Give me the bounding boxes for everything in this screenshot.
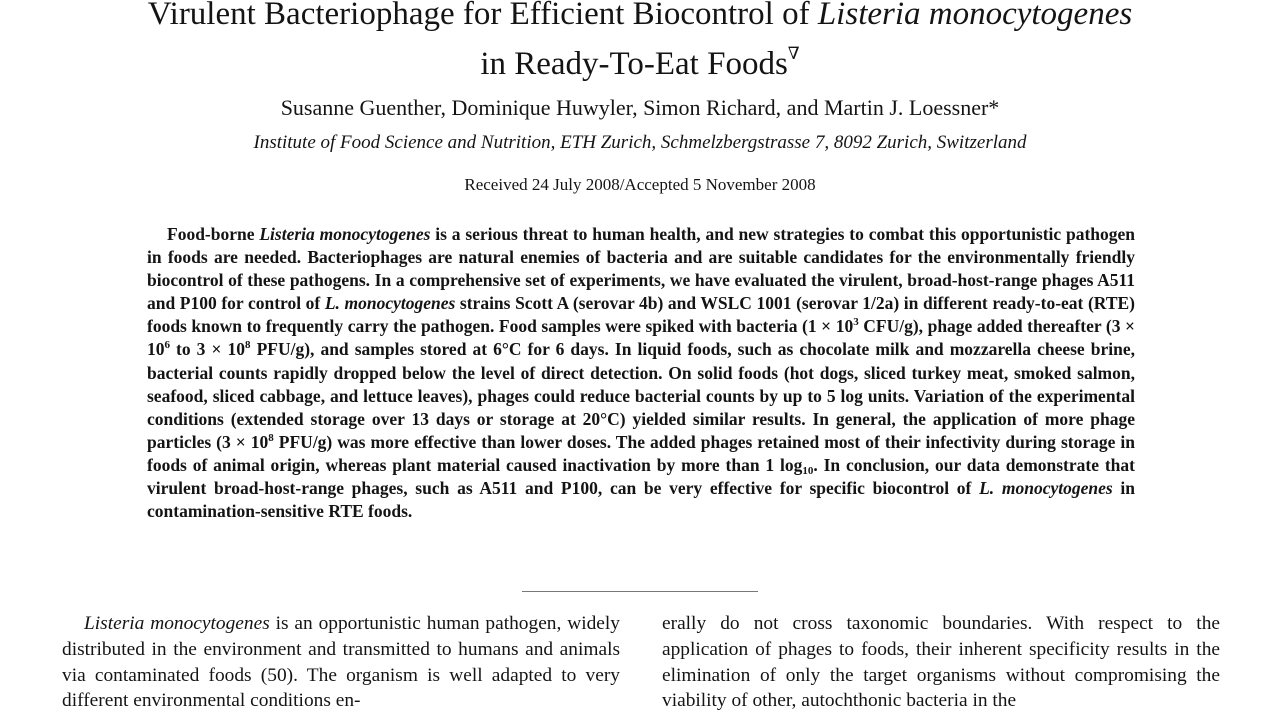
body-column-left: Listeria monocytogenes is an opportunistic human pathogen, widely distributed in the environment and transmitted to humans and animals via contaminated foods (50). The organism is well adapted to very different environmental conditions en- bbox=[62, 613, 620, 712]
title-line-2: in Ready-To-Eat Foods bbox=[480, 46, 788, 82]
title-line-1: Virulent Bacteriophage for Efficient Biocontrol of Listeria monocytogenes bbox=[148, 0, 1132, 32]
title-species: Listeria monocytogenes bbox=[817, 0, 1133, 32]
author-list: Susanne Guenther, Dominique Huwyler, Simon Richard, and Martin J. Loessner* bbox=[280, 95, 1000, 120]
affiliation: Institute of Food Science and Nutrition, ETH Zurich, Schmelzbergstrasse 7, 8092 Zurich, Switzerland bbox=[253, 132, 1027, 153]
title-footnote-mark: ∇ bbox=[787, 44, 800, 63]
abstract: Food-borne Listeria monocytogenes is a serious threat to human health, and new strategies to combat this opportunistic pathogen in foods are needed. Bacteriophages are natural enemies of bacteria and are suitable candidates for the environmentally friendly biocontrol of these pathogens. In a comprehensive set of experiments, we have evaluated the virulent, broad-host-range phages A511 and P100 for control of L. monocytogenes strains Scott A (serovar 4b) and WSLC 1001 (serovar 1/2a) in different ready-to-eat (RTE) foods known to frequently carry the pathogen. Food samples were spiked with bacteria ($1 \times 10^3$ CFU/g), phage added thereafter ($3 \times 10^6$ to $3 \times 10^8$ PFU/g), and samples stored at 6°C for 6 days. In liquid foods, such as chocolate milk and mozzarella cheese brine, bacterial counts rapidly dropped below the level of direct detection. On solid foods (hot dogs, sliced turkey meat, smoked salmon, seafood, sliced cabbage, and lettuce leaves), phages could reduce bacterial counts by up to 5 log units. Variation of the experimental conditions (extended storage over 13 days or storage at 20°C) yielded similar results. In general, the application of more phage particles ($3 \times 10^8$ PFU/g) was more effective than lower doses. The added phages retained most of their infectivity during storage in foods of animal origin, whereas plant material caused inactivation by more than 1 $\log_{10}$. In conclusion, our data demonstrate that virulent broad-host-range phages, such as A511 and P100, can be very effective for specific biocontrol of L. monocytogenes in contamination-sensitive RTE foods. bbox=[147, 224, 1136, 522]
body-column-right: erally do not cross taxonomic boundaries. With respect to the application of phages to foods, their inherent specificity results in the elimination of only the target organisms without compromising the viability of other, autochthonic bacteria in the bbox=[662, 613, 1220, 712]
received-dates: Received 24 July 2008/Accepted 5 November 2008 bbox=[464, 175, 816, 194]
section-divider bbox=[522, 591, 758, 592]
paper-title bbox=[0, 0, 1280, 84]
